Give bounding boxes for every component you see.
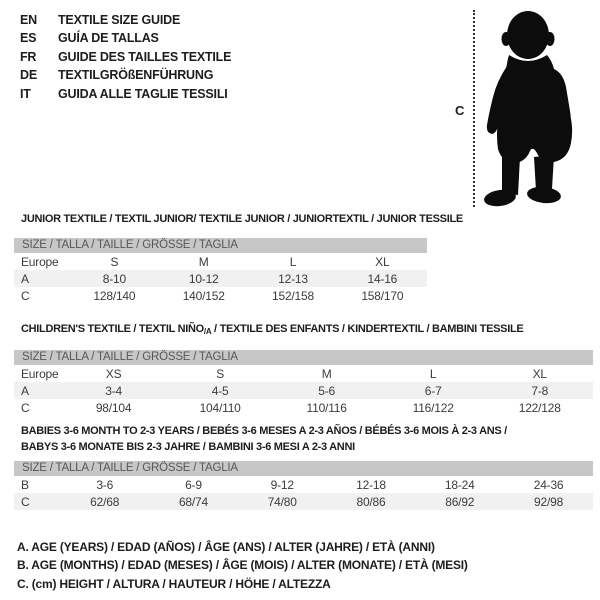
legend-line-a: A. AGE (YEARS) / EDAD (AÑOS) / ÂGE (ANS) / ALTER (JAHRE) / ETÀ (ANNI) — [17, 540, 435, 554]
language-label: GUÍA DE TALLAS — [58, 31, 159, 46]
height-cell: 74/80 — [238, 493, 327, 510]
height-cell: 98/104 — [95, 400, 132, 415]
table-row-height — [14, 399, 593, 416]
babies-textile-title — [21, 424, 593, 455]
row-label: C — [21, 400, 30, 415]
language-code: ES — [20, 31, 37, 46]
babies-textile-table — [14, 476, 593, 510]
age-cell: 18-24 — [444, 477, 475, 492]
language-row-es — [20, 29, 231, 47]
height-cell: 86/92 — [415, 493, 504, 510]
age-cell: 3-6 — [96, 477, 114, 492]
height-cell: 158/170 — [361, 288, 404, 303]
table-row-europe — [14, 253, 427, 270]
height-cell: 92/98 — [504, 493, 593, 510]
age-cell: 6-9 — [185, 477, 202, 492]
height-cell: 140/152 — [182, 288, 225, 303]
title-subscript: /A — [203, 327, 212, 336]
height-cell: 80/86 — [327, 493, 416, 510]
size-header-bar: SIZE / TALLA / TAILLE / GRÖSSE / TAGLIA — [14, 350, 593, 365]
language-code: IT — [20, 86, 31, 101]
legend-line-c: C. (cm) HEIGHT / ALTURA / HAUTEUR / HÖHE / ALTEZZA — [17, 576, 331, 591]
language-label: TEXTILGRÖßENFÜHRUNG — [58, 68, 214, 83]
age-cell: 10-12 — [159, 270, 248, 287]
title-prefix: CHILDREN'S TEXTILE / TEXTIL NIÑO — [21, 323, 204, 335]
row-label: B — [21, 477, 29, 492]
baby-silhouette-shape — [483, 11, 572, 208]
height-cell: 116/122 — [412, 400, 454, 415]
children-textile-title — [21, 323, 593, 338]
row-label: A — [14, 382, 60, 399]
language-row-de — [20, 66, 231, 84]
language-code: DE — [20, 68, 37, 83]
size-cell: XL — [375, 254, 390, 269]
size-header-bar: SIZE / TALLA / TAILLE / GRÖSSE / TAGLIA — [14, 461, 593, 476]
legend — [17, 538, 468, 593]
height-cell: 68/74 — [149, 493, 238, 510]
size-cell: L — [289, 254, 297, 269]
height-cell: 122/128 — [518, 400, 561, 415]
language-code: EN — [20, 13, 37, 27]
title-suffix: / TEXTILE DES ENFANTS / KINDERTEXTIL / BAMBINI TESSILE — [211, 323, 524, 335]
age-cell: 9-12 — [270, 477, 294, 492]
row-label: A — [14, 270, 70, 287]
height-dotted-line — [473, 10, 475, 207]
children-textile-table — [14, 365, 593, 416]
age-cell: 3-4 — [60, 382, 167, 399]
age-cell: 12-18 — [356, 477, 386, 492]
children-textile-section — [14, 323, 593, 416]
babies-title-line2: BABYS 3-6 MONATE BIS 2-3 JAHRE / BAMBINI 3-6 MESI A 2-3 ANNI — [21, 440, 355, 453]
age-cell: 8-10 — [70, 270, 159, 287]
language-label: TEXTILE SIZE GUIDE — [58, 13, 181, 27]
height-cell: 62/68 — [60, 493, 149, 510]
row-label: Europe — [21, 254, 59, 269]
babies-textile-section — [14, 424, 593, 510]
age-cell: 5-6 — [273, 382, 380, 399]
language-row-it — [20, 85, 231, 103]
language-header — [20, 11, 231, 103]
size-header-bar: SIZE / TALLA / TAILLE / GRÖSSE / TAGLIA — [14, 238, 427, 253]
age-cell: 7-8 — [486, 382, 593, 399]
row-label: C — [14, 493, 60, 510]
row-label: Europe — [21, 366, 59, 381]
height-cell: 128/140 — [93, 288, 136, 303]
table-row-age — [14, 476, 593, 493]
height-cell: 152/158 — [272, 288, 314, 303]
age-cell: 24-36 — [533, 477, 564, 492]
junior-textile-title: JUNIOR TEXTILE / TEXTIL JUNIOR/ TEXTILE JUNIOR / JUNIORTEXTIL / JUNIOR TESSILE — [21, 213, 463, 225]
junior-textile-table — [14, 253, 427, 304]
size-cell: L — [429, 366, 437, 381]
language-label: GUIDA ALLE TAGLIE TESSILI — [58, 86, 228, 101]
legend-line-b: B. AGE (MONTHS) / EDAD (MESES) / ÂGE (MOIS) / ALTER (MONATE) / ETÀ (MESI) — [17, 558, 468, 573]
table-row-age — [14, 270, 427, 287]
babies-title-line1: BABIES 3-6 MONTH TO 2-3 YEARS / BEBÉS 3-6 MESES A 2-3 AÑOS / BÉBÉS 3-6 MOIS À 2-3 ANS / — [21, 425, 507, 437]
row-label: C — [21, 288, 30, 303]
size-cell: S — [110, 254, 119, 269]
size-cell: XL — [532, 366, 547, 381]
height-cell: 110/116 — [306, 400, 347, 415]
age-cell: 4-5 — [167, 382, 274, 399]
language-label: GUIDE DES TAILLES TEXTILE — [58, 49, 232, 64]
language-code: FR — [20, 49, 37, 64]
table-row-height — [14, 287, 427, 304]
table-row-europe — [14, 365, 593, 382]
junior-textile-section — [14, 213, 463, 304]
age-cell: 6-7 — [380, 382, 487, 399]
size-cell: M — [198, 254, 209, 269]
language-row-fr — [20, 48, 231, 66]
size-cell: M — [321, 366, 332, 381]
size-cell: S — [216, 366, 225, 381]
size-cell: XS — [105, 366, 122, 381]
baby-silhouette-icon — [478, 9, 578, 209]
age-cell: 12-13 — [248, 270, 337, 287]
age-cell: 14-16 — [338, 270, 427, 287]
table-row-height — [14, 493, 593, 510]
height-marker-label: C — [455, 103, 465, 118]
language-row-en — [20, 11, 231, 29]
height-cell: 104/110 — [199, 400, 241, 415]
table-row-age — [14, 382, 593, 399]
